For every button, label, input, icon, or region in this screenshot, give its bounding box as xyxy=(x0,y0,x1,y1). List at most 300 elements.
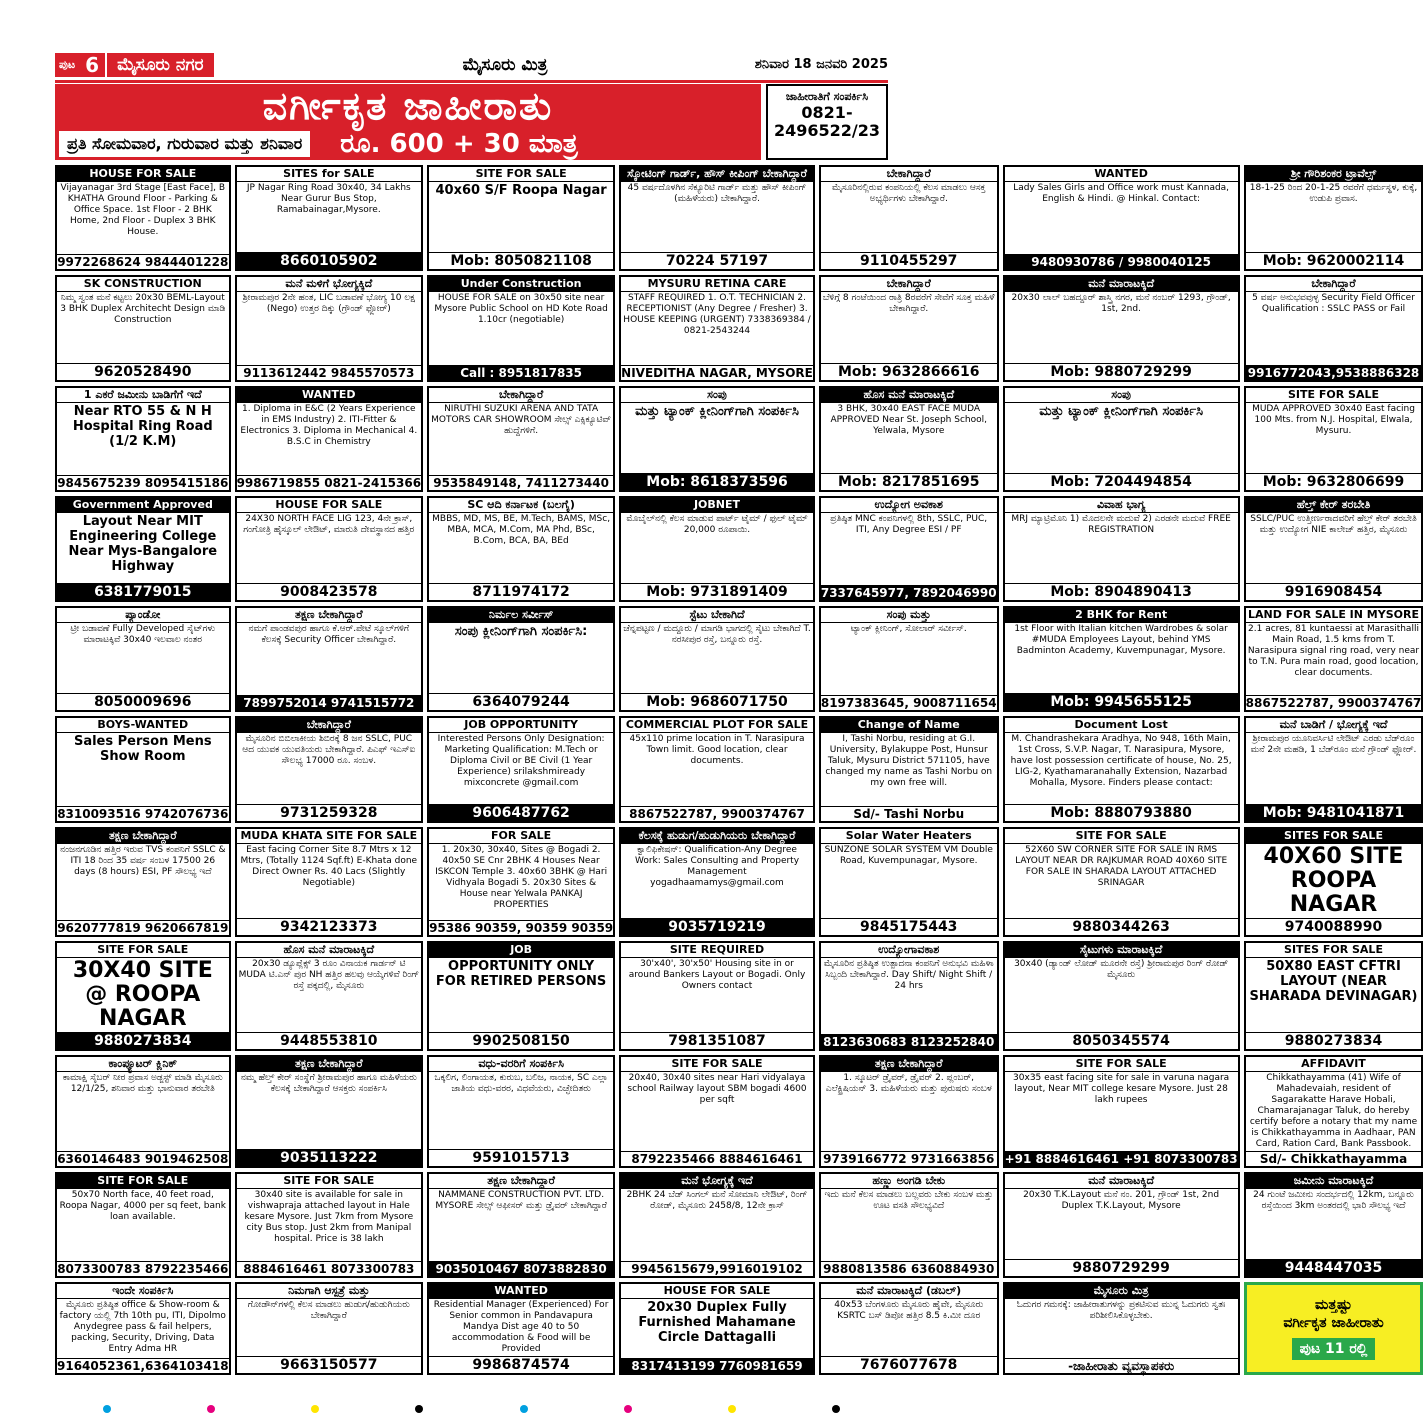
classified-ad xyxy=(235,716,424,822)
ad-body: ಮೈಸೂರು ಪ್ರತಿಷ್ಠಿತ office & Show-room & factory ಯಲ್ಲಿ 7th 10th pu, ITI, Dipolmo Anydegree pass & fail helpers, packing, Security, Driving, Data Entry Adma HR xyxy=(59,1299,226,1354)
ad-contact: Mob: 8880793880 xyxy=(1005,804,1238,821)
classified-ad xyxy=(1244,606,1423,712)
classified-ad xyxy=(819,496,999,602)
ad-contact: 6364079244 xyxy=(429,693,613,710)
ad-contact: 9845675239 8095415186 xyxy=(57,475,229,490)
ad-contact: Sd/- Tashi Norbu xyxy=(821,806,997,821)
banner-days: ಪ್ರತಿ ಸೋಮವಾರ, ಗುರುವಾರ ಮತ್ತು ಶನಿವಾರ xyxy=(59,131,310,157)
ad-contact: 9739166772 9731663856 xyxy=(821,1151,997,1166)
ad-contact: 9591015713 xyxy=(429,1149,613,1166)
ad-heading: ನಿರ್ಮಲ ಸರ್ವೀಸ್ xyxy=(429,608,613,623)
ad-contact: Mob: 9632806699 xyxy=(1246,473,1422,490)
ad-body: 40X60 SITE ROOPA NAGAR xyxy=(1263,843,1404,917)
classified-ad xyxy=(619,941,815,1051)
contact-box xyxy=(766,84,888,160)
ad-body: ಪ್ರತಿಷ್ಠಿತ MNC ಕಂಪನಿಗಳಲ್ಲಿ 8th, SSLC, PUC, ITI, Any Degree ESI / PF xyxy=(830,513,988,535)
classified-ad xyxy=(819,941,999,1051)
ad-contact: Mob: 9632866616 xyxy=(821,363,997,380)
ad-body: ಮೊಬೈಲ್‌ನಲ್ಲಿ ಕೆಲಸ ಮಾಡುವ ಪಾರ್ಟ್ ಟೈಮ್ / ಫುಲ್ ಟೈಮ್ 20,000 ರೂಪಾಯಿ. xyxy=(626,513,808,535)
ad-contact: 8310093516 9742076736 xyxy=(57,806,229,821)
classified-ad xyxy=(55,165,231,271)
ad-contact: 9902508150 xyxy=(429,1032,613,1049)
classified-ad xyxy=(235,941,424,1051)
ad-heading: Change of Name xyxy=(821,718,997,733)
classified-ad xyxy=(819,1172,999,1278)
ad-body: ಮತ್ತು ಟ್ಯಾಂಕ್ ಕ್ಲೀನಿಂಗ್‌ಗಾಗಿ ಸಂಪರ್ಕಿಸಿ xyxy=(635,403,799,419)
ad-body: MRJ ಮ್ಯಾಟ್ರಿಮೊನಿ 1) ಮೊದಲನೇ ಮದುವೆ 2) ಎರಡನೇ ಮದುವೆ FREE REGISTRATION xyxy=(1011,513,1231,535)
cyan-dot xyxy=(103,1405,111,1413)
ad-contact: -ಜಾಹೀರಾತು ವ್ಯವಸ್ಥಾಪಕರು xyxy=(1005,1358,1238,1373)
classified-ad xyxy=(819,1055,999,1168)
ad-contact: 8884616461 8073300783 xyxy=(237,1261,422,1276)
classified-ad xyxy=(235,496,424,602)
ad-body: Sales Person Mens Show Room xyxy=(73,734,212,765)
classified-ad xyxy=(1244,496,1423,602)
ad-contact: 9880729299 xyxy=(1005,1259,1238,1276)
ad-heading: HOUSE FOR SALE xyxy=(57,167,229,182)
ad-heading: ಮನೆ ಮಾರಾಟಕ್ಕಿದೆ (ಡಬಲ್) xyxy=(821,1284,997,1299)
ad-body: ನಮಗೆ ಪಾಂಡವಪುರ ಹಾಗೂ ಕೆ.ಆರ್.ಪೇಟೆ ಸ್ಕೂಲ್‌ಗಳಿಗೆ ಕೆಲಸಕ್ಕೆ Security Officer ಬೇಕಾಗಿದ್ದಾರೆ. xyxy=(248,624,410,646)
classified-ad xyxy=(1003,386,1240,492)
classified-ad xyxy=(55,1172,231,1278)
ad-contact: 9880813586 6360884930 xyxy=(821,1261,997,1276)
classified-ad xyxy=(619,386,815,492)
ad-heading: ಮನೆ ಬಾಡಿಗೆ / ಭೋಗ್ಯಕ್ಕೆ ಇದೆ xyxy=(1246,718,1422,733)
classified-ad xyxy=(55,606,231,712)
classified-ad xyxy=(427,941,615,1051)
ad-body: 30x40 (ಡ್ಯಾಂಡ್ ಲೋಡ್ ಮೂರನೇ ರಸ್ತೆ) ಶ್ರೀರಾಮಪುರ ರಿಂಗ್ ರೋಡ್ ಮೈಸೂರು xyxy=(1014,958,1229,980)
ad-heading: 2 BHK for Rent xyxy=(1005,608,1238,623)
ad-contact: 9164052361,6364103418 xyxy=(57,1359,229,1373)
ad-body: SSLC/PUC ಉತ್ತೀರ್ಣರಾದವರಿಗೆ ಹೆಲ್ತ್ ಕೇರ್ ತರಬೇತಿ ಮತ್ತು ಉದ್ಯೋಗ NIE ಕಾಲೇಜ್ ಹತ್ತಿರ, ಮೈಸೂರು xyxy=(1250,513,1417,535)
classified-ad xyxy=(1244,1055,1423,1168)
classified-ad xyxy=(55,496,231,602)
ad-contact: 9008423578 xyxy=(237,583,422,600)
ad-body: Layout Near MIT Engineering College Near Mys-Bangalore Highway xyxy=(68,513,218,574)
classified-ad xyxy=(427,165,615,271)
ad-heading: ತಕ್ಷಣ ಬೇಕಾಗಿದ್ದಾರೆ xyxy=(429,1174,613,1189)
ad-body: 1. Diploma in E&C (2 Years Experience in EMS Industry) 2. ITI-Fitter & Electronics 3. Diploma in Mechanical 4. B.S.C in Chemistry xyxy=(240,403,418,447)
ad-body: M. Chandrashekara Aradhya, No 948, 16th Main, 1st Cross, S.V.P. Nagar, T. Narasipura, Mysore, have lost possession certificate of house, No. 25, LIG-2, Kyathamaranahally Extension, Nazarbad Mohalla, Mysore. Finders please contact: xyxy=(1010,734,1232,789)
ad-heading: SITE FOR SALE xyxy=(1005,829,1238,844)
ad-heading: ಉದ್ಯೋಗ ಅವಕಾಶ xyxy=(821,498,997,513)
ad-body: JP Nagar Ring Road 30x40, 34 Lakhs Near Gurur Bus Stop, Ramabainagar,Mysore. xyxy=(246,183,411,215)
classified-ad xyxy=(619,1055,815,1168)
page-number: 6 xyxy=(79,53,105,77)
ad-heading: ಪ್ಯಾಂಡೋ xyxy=(57,608,229,623)
ad-contact: 9845175443 xyxy=(821,918,997,935)
ad-body: 20x30 Duplex Fully Furnished Mahamane Circle Dattagalli xyxy=(638,1299,796,1345)
ad-body xyxy=(1247,1285,1421,1372)
ad-body: 20x30 ಲಾಲ್ ಬಹದ್ದೂರ್ ಶಾಸ್ತ್ರಿ ನಗರ, ಮನೆ ನಂಬರ್ 1293, ಗ್ರೌಂಡ್, 1st, 2nd. xyxy=(1011,293,1231,315)
ad-contact: 9740088990 xyxy=(1246,918,1422,935)
classified-ad xyxy=(619,275,815,381)
ad-heading: BOYS-WANTED xyxy=(57,718,229,733)
ad-contact: 9916908454 xyxy=(1246,583,1422,600)
ad-body: ಇದು ಮನೆ ಕೆಲಸ ಮಾಡಲು ಬಲ್ಲವರು ಬೇಕು ಸಂಬಳ ಮತ್ತು ಊಟ ವಸತಿ ಸೌಲಭ್ಯವಿದೆ xyxy=(824,1189,993,1211)
contact-title: ಜಾಹೀರಾತಿಗೆ ಸಂಪರ್ಕಿಸಿ xyxy=(785,90,869,103)
ad-heading: ಹಣ್ಣು ಅಂಗಡಿ ಬೇಕು xyxy=(821,1174,997,1189)
ad-contact: +91 8884616461 +91 8073300783 xyxy=(1004,1151,1238,1166)
ad-body: Residential Manager (Experienced) For Senior common in Pandavapura Mandya Dist age 40 to 50 accommodation & Food will be Provided xyxy=(433,1299,609,1354)
ad-body: ಮೈಸೂರಿನ ಪ್ರತಿಷ್ಠಿತ ಉತ್ಪಾದನಾ ಕಂಪನಿಗೆ ಅನುಭವಿ ಮಹಿಳಾ ಸಿಬ್ಬಂದಿ ಬೇಕಾಗಿದ್ದಾರೆ. Day Shift/ Night Shift / 24 hrs xyxy=(823,958,994,991)
classified-ad xyxy=(1244,165,1423,271)
ad-heading: ಬೇಕಾಗಿದ್ದಾರೆ xyxy=(821,167,997,182)
ad-body: OPPORTUNITY ONLY FOR RETIRED PERSONS xyxy=(435,958,607,989)
classified-ad xyxy=(1003,606,1240,712)
ad-contact: Mob: 8618373596 xyxy=(621,473,813,490)
ad-body: ಓದುಗರ ಗಮನಕ್ಕೆ: ಜಾಹೀರಾತುಗಳನ್ನು ಪ್ರಕಟಿಸುವ ಮುನ್ನ ಓದುಗರು ಸ್ವತಃ ಪರಿಶೀಲಿಸಿಕೊಳ್ಳಬೇಕು. xyxy=(1016,1299,1226,1321)
ad-contact: 8867522787, 9900374767 xyxy=(621,806,813,821)
ad-heading: SITE REQUIRED xyxy=(621,943,813,958)
ad-heading: ಸಂಪು xyxy=(1005,388,1238,403)
page-word: ಪುಟ xyxy=(55,53,79,77)
ad-body: ಟ್ರೀ ಬಡಾವಣೆ Fully Developed ಸೈಟ್‌ಗಳು ಮಾರಾಟಕ್ಕಿವೆ 30x40 ಇಲವಾಲ ನಂತರ xyxy=(70,624,216,646)
yellow-dot xyxy=(311,1405,319,1413)
ad-heading: ಸ್ಟೆಟು ಬೇಕಾಗಿದೆ xyxy=(621,608,813,623)
ad-body: Chikkathayamma (41) Wife of Mahadevaiah, resident of Sagarakatte Harave Hobali, Chamarajanagar Taluk, do hereby certify before a notary that my name is Chikkathayamma in Aadhaar, PAN Card, Ration Card, Bank Passbook. xyxy=(1249,1072,1418,1149)
ad-heading: WANTED xyxy=(1005,167,1238,182)
ad-heading: ಬೇಕಾಗಿದ್ದಾರೆ xyxy=(237,718,422,733)
classified-ad xyxy=(819,716,999,822)
ad-contact: 8050009696 xyxy=(57,693,229,710)
ad-body: Near RTO 55 & N H Hospital Ring Road (1/2 K.M) xyxy=(72,403,213,449)
classified-ad xyxy=(1003,1055,1240,1168)
ad-contact: Mob: 9620002114 xyxy=(1246,252,1422,269)
ad-body: MBBS, MD, MS, BE, M.Tech, BAMS, MSc, MBA, MCA, M.Com, MA Phd, BSc, B.Com, BCA, BA, BEd xyxy=(432,513,611,546)
ad-contact: Mob: 8217851695 xyxy=(821,473,997,490)
classified-ad xyxy=(427,275,615,381)
classified-ad xyxy=(55,1282,231,1375)
ad-body: ಮೈಸೂರಿನಲ್ಲಿರುವ ಕಂಪನಿಯಲ್ಲಿ ಕೆಲಸ ಮಾಡಲು ಆಸಕ್ತ ಅಭ್ಯರ್ಥಿಗಳು ಬೇಕಾಗಿದ್ದಾರೆ. xyxy=(831,183,986,204)
ad-body: ನಂಜನಗೂಡಿನ ಹತ್ತಿರ ಇರುವ TVS ಕಂಪನಿಗೆ SSLC & ITI 18 ರಿಂದ 35 ವರ್ಷ ಸಂಬಳ 17500 26 days (8 hours) ESI, PF ಸೌಲಭ್ಯ ಇದೆ xyxy=(60,844,226,877)
ad-heading: WANTED xyxy=(429,1284,613,1299)
dateline: ಶನಿವಾರ 18 ಜನವರಿ 2025 xyxy=(754,57,888,72)
ad-body: 50x70 North face, 40 feet road, Roopa Nagar, 4000 per sq feet, bank loan available. xyxy=(59,1189,226,1222)
ad-heading: Solar Water Heaters xyxy=(821,829,997,844)
ad-contact: 9880344263 xyxy=(1005,918,1238,935)
ad-contact: Mob: 9880729299 xyxy=(1005,363,1238,380)
contact-phone-line1: 0821- xyxy=(801,103,853,122)
ad-heading: HOUSE FOR SALE xyxy=(621,1284,813,1299)
ad-body: 40x60 S/F Roopa Nagar xyxy=(435,183,607,198)
ad-contact: Mob: 9686071750 xyxy=(621,693,813,710)
ad-body: ಮೈಸೂರಿನ ಬಿಬಿಲಾಕೀಯ ಶಿಬಿರಕ್ಕೆ 8 ಜನ SSLC, PUC ಆದ ಯುವಕ ಯುವತಿಯರು ಬೇಕಾಗಿದ್ದಾರೆ. ಪಿಎಫ್ ಇಎಸ್ಐ ಸೌಲಭ್ಯ 17000 ರೂ. ಸಂಬಳ. xyxy=(242,734,416,767)
contact-phone-line2: 2496522/23 xyxy=(773,121,881,140)
classified-ad xyxy=(1003,827,1240,937)
print-registration-dots xyxy=(55,1405,888,1415)
ad-contact: Mob: 9731891409 xyxy=(621,583,813,600)
classified-ad xyxy=(55,275,231,381)
ad-body: 45x110 prime location in T. Narasipura Town limit. Good location, clear documents. xyxy=(629,734,805,767)
classified-ad xyxy=(55,827,231,937)
ad-body: 50X80 EAST CFTRI LAYOUT (NEAR SHARADA DEVINAGAR) xyxy=(1249,958,1418,1004)
classified-ad xyxy=(55,716,231,822)
ad-heading: ಸಂಪು ಮತ್ತು xyxy=(821,608,997,623)
ad-contact: 8660105902 xyxy=(237,252,422,269)
ad-body: 5 ವರ್ಷ ಅನುಭವವುಳ್ಳ Security Field Officer Qualification : SSLC PASS or Fail xyxy=(1252,293,1415,315)
ad-heading: Document Lost xyxy=(1005,718,1238,733)
ad-body: ಕಾಮಾಕ್ಷಿ ಸೈಬರ್ ನೀರ ಪ್ರವಾಸ ಅಡ್ಜಸ್ಟ್ ಮಾಡಿ ಮೈಸೂರು 12/1/25, ಶನಿವಾರ ಮತ್ತು ಭಾನುವಾರ ತರಬೇತಿ xyxy=(62,1072,223,1094)
classified-ad xyxy=(1003,496,1240,602)
ad-heading: ನಿಮಗಾಗಿ ಆಸ್ಪತ್ರೆ ಮತ್ತು xyxy=(237,1284,422,1299)
ad-contact: 9448553810 xyxy=(237,1032,422,1049)
classified-ad xyxy=(427,606,615,712)
ad-heading: SK CONSTRUCTION xyxy=(57,277,229,292)
ad-body: 24 ಗುಂಟೆ ಜಮೀನು ಸಂದರ್ಭದಲ್ಲಿ 12km, ಬನ್ನೂರು ರಸ್ತೆಯಿಂದ 3km ಅಂತರದಲ್ಲಿ ಭಾರಿ ಸೌಲಭ್ಯ ಇದೆ xyxy=(1253,1189,1414,1211)
cyan-dot xyxy=(520,1405,528,1413)
ad-heading: MYSURU RETINA CARE xyxy=(621,277,813,292)
ad-body: 52X60 SW CORNER SITE FOR SALE IN RMS LAYOUT NEAR DR RAJKUMAR ROAD 40X60 SITE FOR SALE IN SHARADA LAYOUT ATTACHED SRINAGAR xyxy=(1015,844,1228,888)
classified-ad xyxy=(235,1282,424,1375)
ad-heading: ತಕ್ಷಣ ಬೇಕಾಗಿದ್ದಾರೆ xyxy=(821,1057,997,1072)
ad-heading: ಮನೆ ಭೋಗ್ಯಕ್ಕೆ ಇದೆ xyxy=(621,1174,813,1189)
ad-contact: 9620528490 xyxy=(57,363,229,380)
ad-heading: ಬೇಕಾಗಿದ್ದಾರೆ xyxy=(821,277,997,292)
black-dot xyxy=(415,1405,423,1413)
ad-contact: 8711974172 xyxy=(429,583,613,600)
ad-heading: MUDA KHATA SITE FOR SALE xyxy=(237,829,422,844)
ad-heading: ಇಂದೇ ಸಂಪರ್ಕಿಸಿ xyxy=(57,1284,229,1299)
ad-heading: SITES FOR SALE xyxy=(1246,829,1422,844)
ad-contact: 9880273834 xyxy=(1246,1032,1422,1049)
classifieds-banner xyxy=(55,84,761,160)
ad-heading: ಹೆಲ್ತ್ ಕೇರ್ ತರಬೇತಿ xyxy=(1246,498,1422,513)
ad-contact: 9880273834 xyxy=(57,1032,229,1049)
classified-ad xyxy=(235,606,424,712)
ad-contact: 70224 57197 xyxy=(621,252,813,269)
ad-body: 40x53 ಬೆಂಗಳೂರು ಮೈಸೂರು ಹೈವೇ, ಮೈಸೂರು KSRTC ಬಸ್ ಡಿಪೋ ಹತ್ತಿರ 8.5 ಕಿ.ಮೀ ದೂರ xyxy=(834,1299,984,1321)
ad-contact: 9986719855 0821-2415366 xyxy=(236,475,422,490)
ad-contact: 9972268624 9844401228 xyxy=(57,255,229,270)
ad-contact: 95386 90359, 90359 90359 xyxy=(429,920,614,935)
ad-contact: 7676077678 xyxy=(821,1356,997,1373)
ad-contact: 7337645977, 7892046990 xyxy=(820,586,997,601)
ad-heading: ಬೇಕಾಗಿದ್ದಾರೆ xyxy=(429,388,613,403)
ad-contact: 8867522787, 9900374767 xyxy=(1245,696,1422,711)
ad-body: STAFF REQUIRED 1. O.T. TECHNICIAN 2. RECEPTIONIST (Any Degree / Fresher) 3. HOUSE KEEPING (URGENT) 7338369384 / 0821-2543244 xyxy=(623,293,811,337)
classified-ad xyxy=(619,496,815,602)
ad-contact: 8197383645, 9008711654 xyxy=(820,696,997,711)
ad-contact: 7899752014 9741515772 xyxy=(237,695,422,710)
ad-body: ನಿಮ್ಮ ಸ್ವಂತ ಮನೆ ಕಟ್ಟಲು 20x30 BEML-Layout 3 BHK Duplex Architecht Design ಮಾಡಿ Construction xyxy=(60,293,226,326)
ad-heading: SITES for SALE xyxy=(237,167,422,182)
ad-body: SUNZONE SOLAR SYSTEM VM Double Road, Kuvempunagar, Mysore. xyxy=(824,844,993,866)
classified-ad xyxy=(819,386,999,492)
classified-ad xyxy=(619,716,815,822)
ad-heading: FOR SALE xyxy=(429,829,613,844)
classified-ad xyxy=(235,275,424,381)
classified-ad xyxy=(55,1055,231,1168)
classified-ad xyxy=(427,1282,615,1375)
ad-heading: Under Construction xyxy=(429,277,613,292)
ad-body: 30x40 site is available for sale in vishwapraja attached layout in Hale kesare Mysore. Just 7km from Mysore city Bus stop. Just 2km from Manipal hospital. Price is 38 lakh xyxy=(244,1189,414,1244)
banner-title: ವರ್ಗೀಕೃತ ಜಾಹೀರಾತು xyxy=(262,84,554,128)
classified-ad xyxy=(1003,716,1240,822)
page-reference: ಪುಟ 11 ರಲ್ಲಿ xyxy=(1292,1338,1376,1360)
ad-body: East facing Corner Site 8.7 Mtrs x 12 Mtrs, (Totally 1124 Sqf.ft) E-Khata done Direct Owner Rs. 40 Lacs (Slightly Negotiable) xyxy=(240,844,418,888)
ad-heading: SITE FOR SALE xyxy=(1246,388,1422,403)
classified-ad xyxy=(819,165,999,271)
classified-ad xyxy=(235,827,424,937)
magenta-dot xyxy=(207,1405,215,1413)
ad-contact: Mob: 9945655125 xyxy=(1005,693,1238,710)
black-dot xyxy=(832,1405,840,1413)
classified-ad xyxy=(1003,941,1240,1051)
ad-body: 30x35 east facing site for sale in varuna nagara layout, Near MIT college kesare Mysore. Just 28 lakh rupees xyxy=(1013,1072,1230,1105)
classified-ad xyxy=(1244,716,1423,822)
banner-strip xyxy=(55,128,761,160)
ad-body: 2BHK 24 ಬೆಡ್ ಸಿಂಗಲ್ ಮನೆ ಸೋಮಾನಿ ಲೇಔಟ್, ರಿಂಗ್ ರೋಡ್, ಮೈಸೂರು 2458/8, 12ನೇ ಕ್ರಾಸ್ xyxy=(626,1189,808,1211)
ad-body: I, Tashi Norbu, residing at G.I. University, Bylakuppe Post, Hunsur Taluk, Mysuru District 571105, have changed my name as Tashi Norbu on my own free will. xyxy=(825,734,993,789)
ad-body: ಒಕ್ಕಲಿಗ, ಲಿಂಗಾಯತ, ಕುರುಬ, ಬಲಿಜ, ನಾಯಕ, SC ಎಲ್ಲಾ ಜಾತಿಯ ವಧು-ವರರ, ವಿಧವೆಯರು, ವಿಚ್ಛೇದಿತರು xyxy=(434,1072,608,1094)
ad-body: HOUSE FOR SALE on 30x50 site near Mysore Public School on HD Kote Road 1.10cr (negotiable) xyxy=(434,293,608,326)
ad-heading: SITES FOR SALE xyxy=(1246,943,1422,958)
ad-body: ಸಂಪು ಕ್ಲೀನಿಂಗ್‌ಗಾಗಿ ಸಂಪರ್ಕಿಸಿ: xyxy=(454,624,588,640)
ad-heading: 1 ಎಕರೆ ಜಮೀನು ಬಾಡಿಗೆಗೆ ಇದೆ xyxy=(57,388,229,403)
classified-ad xyxy=(1244,941,1423,1051)
classified-ad xyxy=(819,1282,999,1375)
ad-heading: SITE FOR SALE xyxy=(429,167,613,182)
classified-ad xyxy=(1244,1282,1423,1375)
ad-heading: SITE FOR SALE xyxy=(621,1057,813,1072)
ad-heading: SITE FOR SALE xyxy=(1005,1057,1238,1072)
ad-contact: 9035010467 8073882830 xyxy=(429,1261,613,1276)
classified-ad xyxy=(619,827,815,937)
ad-contact: 8073300783 8792235466 xyxy=(57,1261,229,1276)
ad-contact: 9916772043,9538886328 xyxy=(1246,365,1422,380)
classified-ad xyxy=(427,386,615,492)
ad-heading: ಹೊಸ ಮನೆ ಮಾರಾಟಕ್ಕಿದೆ xyxy=(237,943,422,958)
ad-heading: SITE FOR SALE xyxy=(57,1174,229,1189)
ad-heading: JOB OPPORTUNITY xyxy=(429,718,613,733)
classified-ad xyxy=(1244,275,1423,381)
ad-body: 24X30 NORTH FACE LIG 123, 4ನೇ ಕ್ರಾಸ್, ಗಂಗೋತ್ರಿ ಹೈಸ್ಕೂಲ್ ಲೇಔಟ್, ಮಾರುತಿ ದೇವಸ್ಥಾನದ ಹತ್ತಿರ xyxy=(243,513,415,535)
classified-ad xyxy=(55,941,231,1051)
ad-heading: COMMERCIAL PLOT FOR SALE xyxy=(621,718,813,733)
ad-heading: ಶ್ರೀ ಗೌರಿಶಂಕರ ಟ್ರಾವೆಲ್ಸ್ xyxy=(1246,167,1422,182)
classified-ad xyxy=(619,1282,815,1375)
ad-heading: ಕಾಂಪ್ಯೂಟರ್ ಕ್ಲಿನಿಕ್ xyxy=(57,1057,229,1072)
ad-heading: WANTED xyxy=(237,388,422,403)
ad-heading: AFFIDAVIT xyxy=(1246,1057,1422,1072)
ad-contact: Mob: 8904890413 xyxy=(1005,583,1238,600)
ad-body: NAMMANE CONSTRUCTION PVT. LTD. MYSORE ಸೇಲ್ಸ್ ಆಫೀಸರ್ ಮತ್ತು ಡ್ರೈವರ್ ಬೇಕಾಗಿದ್ದಾರೆ xyxy=(435,1189,607,1211)
ad-heading: ವಧು-ವರರಿಗೆ ಸಂಪರ್ಕಿಸಿ xyxy=(429,1057,613,1072)
ad-body: 20x40, 30x40 sites near Hari vidyalaya school Railway layout SBM bogadi 4600 per sqft xyxy=(627,1072,807,1105)
classified-ad xyxy=(235,165,424,271)
ad-body: Lady Sales Girls and Office work must Kannada, English & Hindi. @ Hinkal. Contact: xyxy=(1013,183,1230,204)
ad-contact: Call : 8951817835 xyxy=(429,365,613,380)
ad-contact: Mob: 7204494854 xyxy=(1005,473,1238,490)
ad-body: 3 BHK, 30x40 EAST FACE MUDA APPROVED Near St. Joseph School, Yelwala, Mysore xyxy=(830,403,987,436)
ad-body: Interested Persons Only Designation: Marketing Qualification: M.Tech or Diploma Civil or BE Civil (1 Year Experience) srilakshmiready mixconcrete @gmail.com xyxy=(437,734,605,789)
ad-contact: 9945615679,9916019102 xyxy=(621,1261,813,1276)
ad-heading: ಹೊಸ ಮನೆ ಮಾರಾಟಕ್ಕಿದೆ xyxy=(821,388,997,403)
ad-body: ಕ್ವಾಲಿಫಿಕೇಷನ್: Qualification-Any Degree Work: Sales Consulting and Property Management yogadhaamamys@gmail.com xyxy=(634,844,800,888)
ad-body: ಮತ್ತು ಟ್ಯಾಂಕ್ ಕ್ಲೀನಿಂಗ್‌ಗಾಗಿ ಸಂಪರ್ಕಿಸಿ xyxy=(1039,403,1204,419)
classified-ad xyxy=(427,716,615,822)
ad-contact: Mob: 9481041871 xyxy=(1246,804,1422,821)
ad-contact: 9620777819 9620667819 xyxy=(57,920,229,935)
ad-contact: 9986874574 xyxy=(429,1356,613,1373)
classified-ad xyxy=(819,606,999,712)
ad-contact: 9663150577 xyxy=(237,1356,422,1373)
ad-body: ಗೋಡೌನ್‌ಗಳಲ್ಲಿ ಕೆಲಸ ಮಾಡಲು ಹುಡುಗ/ಹುಡುಗಿಯರು ಬೇಕಾಗಿದ್ದಾರೆ xyxy=(247,1299,410,1321)
ad-body: 30X40 SITE @ ROOPA NAGAR xyxy=(72,957,213,1031)
ad-contact: 9113612442 9845570573 xyxy=(237,365,422,380)
ad-body: 20x30 ಡ್ಯೂಪ್ಲೆಕ್ಸ್ 3 ರೂಂ ವಿನಾಯಕ ಗಾರ್ಡನ್ ಟಿ MUDA ಟಿ.ಎನ್ ಪುರ NH ಹತ್ತಿರ ಹಲವು ಆಯ್ಕೆಗಳಿವೆ ರಿಂಗ್ ರಸ್ತೆ ಪಕ್ಕದಲ್ಲಿ, ಮೈಸೂರು xyxy=(238,958,420,991)
ad-contact: 9606487762 xyxy=(429,804,613,821)
ad-body: 1st Floor with Italian kitchen Wardrobes & solar #MUDA Employees Layout, behind YMS Badminton Academy, Kuvempunagar, Mysore. xyxy=(1014,624,1228,657)
classified-ad xyxy=(1244,386,1423,492)
classified-ad xyxy=(1244,1172,1423,1278)
ad-contact: 8050345574 xyxy=(1005,1032,1238,1049)
ad-contact: 9342123373 xyxy=(237,918,422,935)
ad-contact: 9035719219 xyxy=(621,918,813,935)
ad-heading: ಮತ್ತಷ್ಟು xyxy=(1315,1297,1352,1314)
ad-contact: 6360146483 9019462508 xyxy=(57,1151,229,1166)
classified-ad xyxy=(619,606,815,712)
ad-heading: JOBNET xyxy=(621,498,813,513)
classified-ad xyxy=(55,386,231,492)
masthead: ಮೈಸೂರು ಮಿತ್ರ xyxy=(462,55,548,75)
classified-ad xyxy=(427,1055,615,1168)
ad-contact: 8317413199 7760981659 xyxy=(621,1358,813,1373)
ad-contact: 9731259328 xyxy=(237,804,422,821)
ad-heading: ತಕ್ಷಣ ಬೇಕಾಗಿದ್ದಾರೆ xyxy=(237,608,422,623)
ad-heading: SC ಆದಿ ಕರ್ನಾಟಕ (ಬಲಗೈ) xyxy=(429,498,613,513)
banner-price: ರೂ. 600 + 30 ಮಾತ್ರ xyxy=(340,128,578,159)
classified-ad xyxy=(619,165,815,271)
ad-heading: ತಕ್ಷಣ ಬೇಕಾಗಿದ್ದಾರೆ xyxy=(57,829,229,844)
ad-heading: ಬೇಕಾಗಿದ್ದಾರೆ xyxy=(1246,277,1422,292)
ad-contact: 9480930786 / 9980040125 xyxy=(1005,254,1238,269)
page-marker xyxy=(55,53,214,77)
ad-body: NIRUTHI SUZUKI ARENA AND TATA MOTORS CAR SHOWROOM ಸೇಲ್ಸ್ ಎಕ್ಸಿಕ್ಯೂಟಿವ್ ಹುದ್ದೆಗಳಿಗೆ. xyxy=(431,403,612,436)
ad-body: 45 ವರ್ಷದೊಳಗಿನ ಸೆಕ್ಯೂರಿಟಿ ಗಾರ್ಡ್ ಮತ್ತು ಹೌಸ್ ಕೀಪಿಂಗ್ (ಮಹಿಳೆಯರು) ಬೇಕಾಗಿದ್ದಾರೆ. xyxy=(627,183,807,204)
ad-body: 1. ಸ್ಕೂಟರ್ ಡ್ರೈವರ್, ಡ್ರೈವರ್ 2. ಪ್ಲಂಬರ್, ಎಲೆಕ್ಟ್ರಿಷಿಯನ್ 3. ಮಹಿಳೆಯರು ಮತ್ತು ಪುರುಷರು ಸಂಬಳ xyxy=(825,1072,992,1094)
ad-contact: Mob: 8050821108 xyxy=(429,252,613,269)
ad-heading: SITE FOR SALE xyxy=(57,943,229,958)
ad-heading: ಸಂಪು xyxy=(621,388,813,403)
ad-contact: 8792235466 8884616461 xyxy=(621,1151,813,1166)
classified-ad xyxy=(1003,1282,1240,1375)
ad-body: 1. 20x30, 30x40, Sites @ Bogadi 2. 40x50 SE Cnr 2BHK 4 Houses Near ISKCON Temple 3. 40x60 3BHK @ Hari Vidhyala Bogadi 5. 20x30 Sites & House near Yelwala PANKAJ PROPERTIES xyxy=(435,844,608,910)
ad-body: 18-1-25 ರಿಂದ 20-1-25 ರವರೆಗೆ ಧರ್ಮಸ್ಥಳ, ಕುಕ್ಕೆ, ಉಡುಪಿ ಪ್ರವಾಸ. xyxy=(1249,183,1418,204)
ad-contact: 6381779015 xyxy=(57,583,229,600)
ad-heading: ಕೆಲಸಕ್ಕೆ ಹುಡುಗ/ಹುಡುಗಿಯರು ಬೇಕಾಗಿದ್ದಾರೆ xyxy=(621,829,813,844)
ad-body: 20x30 T.K.Layout ಮನೆ ನಂ. 201, ಗ್ರೌಂಡ್ 1st, 2nd Duplex T.K.Layout, Mysore xyxy=(1023,1189,1220,1211)
ad-heading: HOUSE FOR SALE xyxy=(237,498,422,513)
ad-contact: Sd/- Chikkathayamma xyxy=(1246,1151,1422,1166)
ad-contact: 8123630683 8123252840 xyxy=(821,1034,997,1049)
ad-heading: ಮನೆ ಮಾರಾಟಕ್ಕಿದೆ xyxy=(1005,277,1238,292)
classified-ad xyxy=(1003,165,1240,271)
ad-contact: 9448447035 xyxy=(1246,1259,1422,1276)
ad-contact: NIVEDITHA NAGAR, MYSORE xyxy=(621,365,813,380)
ad-body: ಚೆನ್ನಪಟ್ಟಣ / ಮದ್ದೂರು / ಮಾಗಡಿ ಭಾಗದಲ್ಲಿ ಸೈಟು ಬೇಕಾಗಿದೆ T. ನರಸೀಪುರ ರಸ್ತೆ, ಬನ್ನೂರು ರಸ್ತೆ. xyxy=(623,624,811,646)
classified-ad xyxy=(235,386,424,492)
ad-heading: ತಕ್ಷಣ ಬೇಕಾಗಿದ್ದಾರೆ xyxy=(237,1057,422,1072)
ad-heading: ಜಮೀನು ಮಾರಾಟಕ್ಕಿದೆ xyxy=(1246,1174,1422,1189)
classified-ad xyxy=(427,496,615,602)
magenta-dot xyxy=(624,1405,632,1413)
classified-ad xyxy=(427,1172,615,1278)
ad-heading: ಸ್ಕೋಟಿಂಗ್ ಗಾರ್ಡ್, ಹೌಸ್ ಕೀಪಿಂಗ್ ಬೇಕಾಗಿದ್ದಾರೆ xyxy=(621,167,813,182)
ad-body: Vijayanagar 3rd Stage [East Face], B KHATHA Ground Floor - Parking & Office Space. 1st Floor - 2 BHK Home, 2nd Floor - Duplex 3 BHK House. xyxy=(60,183,226,237)
ad-heading: LAND FOR SALE IN MYSORE xyxy=(1246,608,1422,623)
